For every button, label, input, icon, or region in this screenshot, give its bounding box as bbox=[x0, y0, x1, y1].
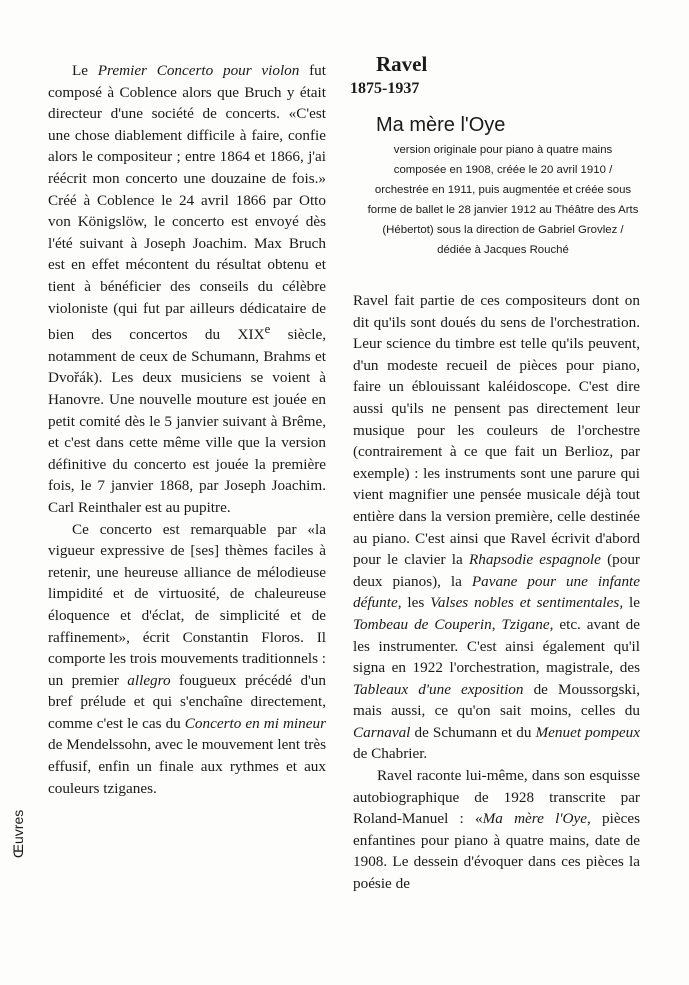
text-run: (pour deux pianos), la bbox=[353, 551, 640, 590]
text-run: de Chabrier. bbox=[353, 745, 428, 763]
text-run: fut composé à Coblence alors que Bruch y était directeur d'une société de concerts. «C'est une chose diablement difficile à faire, confie alors le compositeur ; entre 1864 et 1866, j'ai réécrit mon concerto une douzaine de fois.» Créé à Coblence le 24 avril 1866 par Otto von Königslöw, le concerto est envoyé dès l'été suivant à Joseph Joachim. Max Bruch est en effet mécontent du résultat obtenu et tient à bénéficier des conseils du célèbre violoniste (qui fut par ailleurs dédicataire de bien des concertos du XIX bbox=[48, 62, 326, 344]
text-run: siècle, notamment de ceux de Schumann, Brahms et Dvořák). Les deux musiciens se voient à Hanovre. Une nouvelle mouture est jouée en petit comité dès le 5 janvier suivant à Brême, et c'est dans cette même ville que la version définitive du concerto est jouée la première fois, le 7 janvier 1868, par Joseph Joachim. Carl Reinthaler est au pupitre. bbox=[48, 326, 327, 516]
italic-title: Tableaux d'une exposition bbox=[353, 680, 524, 698]
text-run: , le bbox=[619, 594, 641, 612]
text-run: de Schumann et du bbox=[410, 723, 536, 741]
superscript: e bbox=[264, 322, 271, 337]
text-run: fougueux précédé d'un bref prélude et qui s'enchaîne directement, comme c'est le cas du bbox=[48, 671, 326, 732]
text-run: de Moussorgski, mais aussi, ce qu'on sait moins, celles du bbox=[353, 680, 641, 720]
italic-title: Concerto en mi mineur bbox=[184, 714, 326, 732]
right-column bbox=[353, 290, 640, 895]
italic-title: Ma mère l'Oye bbox=[482, 810, 588, 828]
left-paragraph-2 bbox=[48, 519, 326, 800]
text-run: Ce concerto est remarquable par «la vigueur expressive de [ses] thèmes faciles à retenir, une heureuse alliance de mélodieuse limpidité et de virtuosité, de chaleureuse éloquence et d'éclat, de simplicité et de raffinement», écrit Constantin Floros. Il comporte les trois mouvements traditionnels : un premier bbox=[48, 520, 326, 689]
left-column bbox=[48, 60, 326, 799]
text-run: Ravel raconte lui-même, dans son esquisse autobiographique de 1928 transcrite par Roland-Manuel : « bbox=[353, 767, 640, 828]
italic-title: Carnaval bbox=[353, 723, 411, 741]
work-title: Ma mère l'Oye bbox=[376, 114, 506, 136]
italic-title: Pavane pour une infante défunte bbox=[353, 572, 640, 612]
section-label: Œuvres bbox=[10, 809, 26, 858]
italic-title: Premier Concerto pour violon bbox=[97, 62, 300, 79]
work-details: version originale pour piano à quatre mains composée en 1908, créée le 20 avril 1910 / orchestrée en 1911, puis augmentée et créée sous forme de ballet le 28 janvier 1912 au Théâtre des Arts (Hébertot) sous la direction de Gabriel Grovlez / dédiée à Jacques Rouché bbox=[367, 144, 639, 256]
left-paragraph-1 bbox=[48, 60, 326, 519]
italic-title: allegro bbox=[127, 671, 171, 689]
text-run: de Mendelssohn, avec le mouvement lent très effusif, enfin un finale aux rythmes et aux couleurs tziganes. bbox=[48, 736, 326, 797]
text-run: , etc. avant de les instrumenter. C'est ainsi également qu'il signa en 1922 l'orchestration, magistrale, des bbox=[353, 615, 640, 677]
composer-dates: 1875-1937 bbox=[350, 80, 420, 97]
text-run: , bbox=[491, 615, 502, 633]
italic-title: Valses nobles et sentimentales bbox=[430, 594, 620, 612]
italic-title: Tombeau de Couperin bbox=[353, 615, 492, 633]
text-run: Ravel fait partie de ces compositeurs dont on dit qu'ils sont doués du sens de l'orchestration. Leur science du timbre est telle qu'ils peuvent, d'un modeste recueil de pièces pour piano, faire un éblouissant kaléidoscope. C'est dire aussi qu'ils ne pensent pas directement leur musique pour les couleurs de l'orchestre (contrairement à ce que fait un Berlioz, par exemple) : les instruments sont une parure qui vient magnifier une pensée musicale déjà tout entière dans la version première, celle destinée au piano. C'est ainsi que Ravel écrivit d'abord pour le clavier la bbox=[353, 292, 640, 569]
italic-title: Tzigane bbox=[501, 615, 550, 633]
right-paragraph-1 bbox=[353, 290, 640, 765]
italic-title: Rhapsodie espagnole bbox=[468, 551, 601, 569]
text-run: , les bbox=[397, 594, 431, 612]
italic-title: Menuet pompeux bbox=[535, 723, 640, 741]
text-run: , pièces enfantines pour piano à quatre mains, date de 1908. Le dessein d'évoquer dans ces pièces la poésie de bbox=[353, 810, 640, 893]
text-run: Le bbox=[72, 62, 98, 79]
right-paragraph-2 bbox=[353, 765, 640, 895]
composer-name: Ravel bbox=[376, 52, 428, 76]
